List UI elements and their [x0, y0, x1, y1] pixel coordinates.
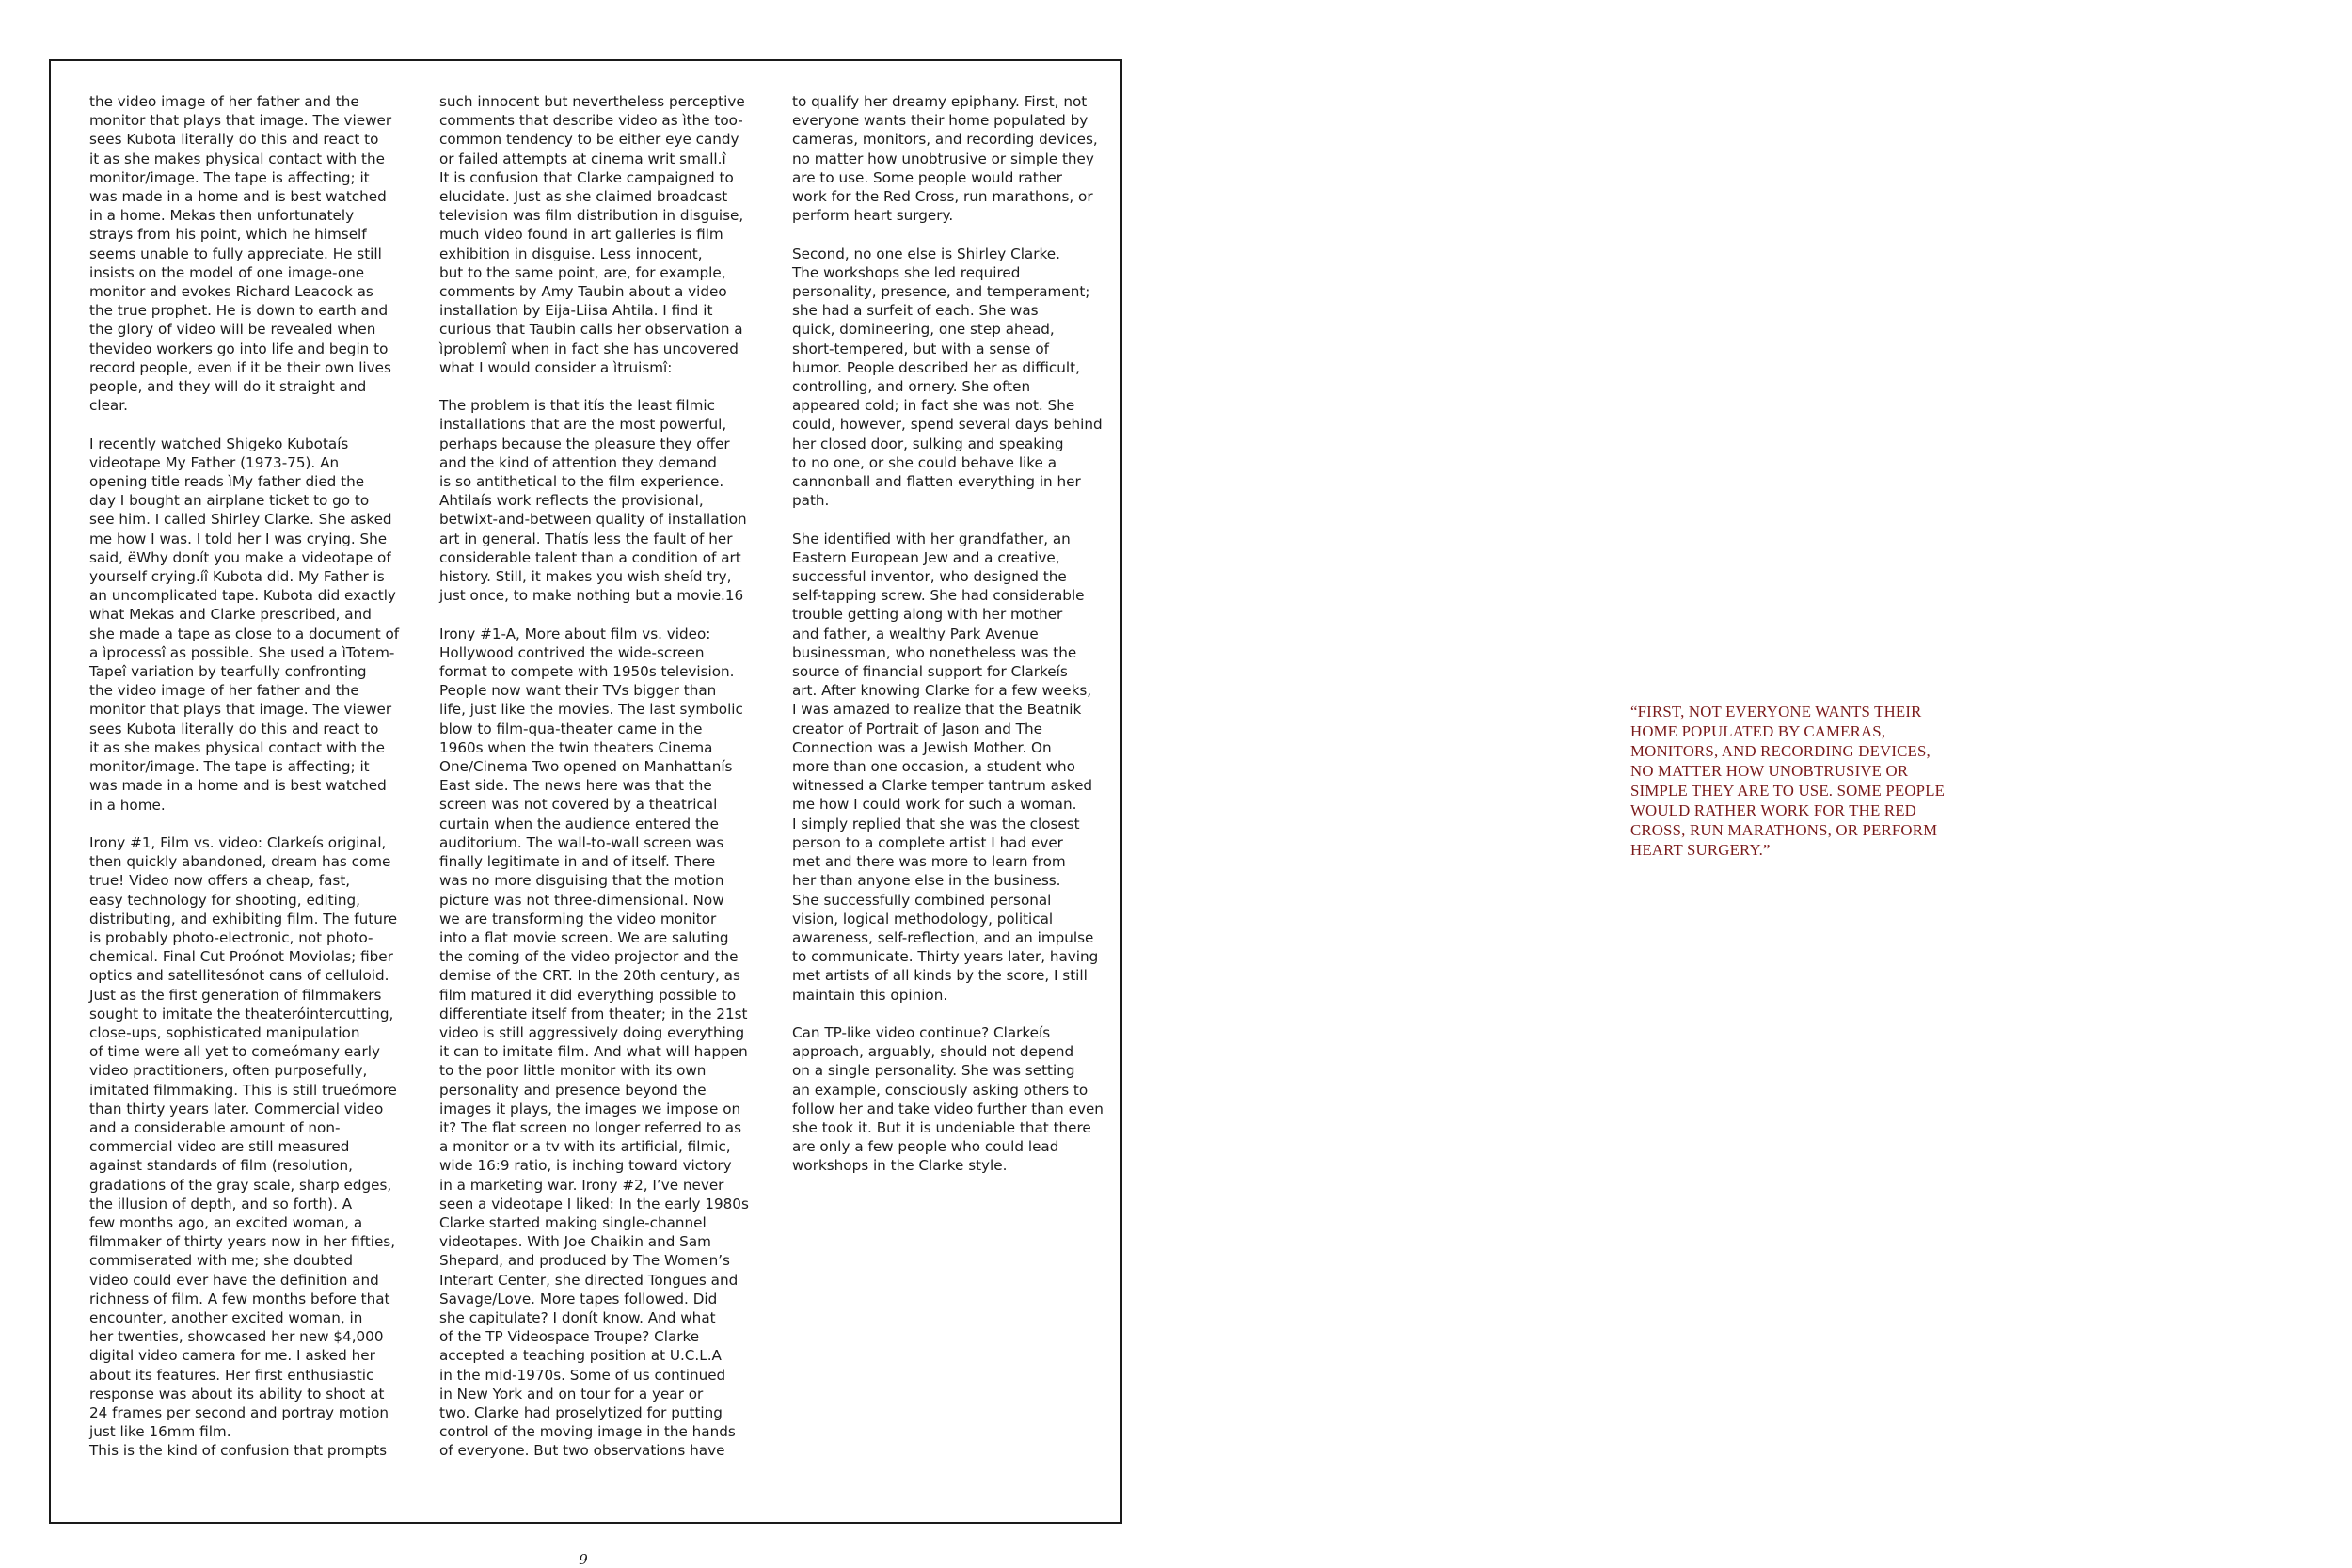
text-column-3 [792, 92, 1105, 1176]
pull-quote: “FIRST, NOT EVERYONE WANTS THEIR HOME POPULATED BY CAMERAS, MONITORS, AND RECORDING DEVICES, NO MATTER HOW UNOBTRUSIVE OR SIMPLE THEY ARE TO USE. SOME PEOPLE WOULD RATHER WORK FOR THE RED CROSS, RUN MARATHONS, OR PERFORM HEART SURGERY.” [1630, 703, 1946, 859]
paragraph: Irony #1-A, More about film vs. video: Hollywood contrived the wide-screen format to compete with 1950s television. People now want their TVs bigger than life, just like the movies. The last symbolic blow to film-qua-theater came in the 1960s when the twin theaters Cinema One/Cinema Two opened on Manhattanís East side. The news here was that the screen was not covered by a theatrical curtain when the audience entered the auditorium. The wall-to-wall screen was finally legitimate in and of itself. There was no more disguising that the motion picture was not three-dimensional. Now we are transforming the video monitor into a flat movie screen. We are saluting the coming of the video projector and the demise of the CRT. In the 20th century, as film matured it did everything possible to differentiate itself from theater; in the 21st video is still aggressively doing everything it can to imitate film. And what will happen to the poor little monitor with its own personality and presence beyond the images it plays, the images we impose on it? The flat screen no longer referred to as a monitor or a tv with its artificial, filmic, wide 16:9 ratio, is inching toward victory in a marketing war. Irony #2, I’ve never seen a videotape I liked: In the early 1980s Clarke started making single-channel videotapes. With Joe Chaikin and Sam Shepard, and produced by The Women’s Interart Center, she directed Tongues and Savage/Love. More tapes followed. Did she capitulate? I donít know. And what of the TP Videospace Troupe? Clarke accepted a teaching position at U.C.L.A in the mid-1970s. Some of us continued in New York and on tour for a year or two. Clarke had proselytized for putting control of the moving image in the hands of everyone. But two observations have [439, 625, 749, 1460]
text-column-2 [439, 92, 753, 1461]
paragraph: Second, no one else is Shirley Clarke. The workshops she led required personality, presence, and temperament; she had a surfeit of each. She was quick, domineering, one step ahead, short-tempered, but with a sense of humor. People described her as difficult, controlling, and ornery. She often appeared cold; in fact she was not. She could, however, spend several days behind her closed door, sulking and speaking to no one, or she could behave like a cannonball and flatten everything in her path. [792, 245, 1103, 510]
paragraph: to qualify her dreamy epiphany. First, not everyone wants their home populated by cameras, monitors, and recording devices, no matter how unobtrusive or simple they are to use. Some people would rather work for the Red Cross, run marathons, or perform heart surgery. [792, 93, 1098, 225]
paragraph: such innocent but nevertheless perceptive comments that describe video as ìthe too- common tendency to be either eye candy or failed attempts at cinema writ small.î It is confusion that Clarke campaigned to elucidate. Just as she claimed broadcast television was film distribution in disguise, much video found in art galleries is film exhibition in disguise. Less innocent, but to the same point, are, for example, comments by Amy Taubin about a video installation by Eija-Liisa Ahtila. I find it curious that Taubin calls her observation a ìproblemî when in fact she has uncovered what I would consider a ìtruismî: [439, 93, 745, 376]
paragraph: Can TP-like video continue? Clarkeís approach, arguably, should not depend on a single personality. She was setting an example, consciously asking others to follow her and take video further than even she took it. But it is undeniable that there are only a few people who could lead workshops in the Clarke style. [792, 1023, 1104, 1175]
text-column-1 [89, 92, 400, 1461]
paragraph: I recently watched Shigeko Kubotaís videotape My Father (1973-75). An opening title reads ìMy father died the day I bought an airplane ticket to go to see him. I called Shirley Clarke. She asked me how I was. I told her I was crying. She said, ëWhy donít you make a videotape of yourself crying.íî Kubota did. My Father is an uncomplicated tape. Kubota did exactly what Mekas and Clarke prescribed, and she made a tape as close to a document of a ìprocessî as possible. She used a ìTotem- Tapeî variation by tearfully confronting the video image of her father and the monitor that plays that image. The viewer sees Kubota literally do this and react to it as she makes physical contact with the monitor/image. The tape is affecting; it was made in a home and is best watched in a home. [89, 435, 400, 814]
paragraph: the video image of her father and the monitor that plays that image. The viewer sees Kubota literally do this and react to it as she makes physical contact with the monitor/image. The tape is affecting; it was made in a home and is best watched in a home. Mekas then unfortunately strays from his point, which he himself seems unable to fully appreciate. He still insists on the model of one image-one monitor and evokes Richard Leacock as the true prophet. He is down to earth and the glory of video will be revealed when thevideo workers go into life and begin to record people, even if it be their own lives people, and they will do it straight and clear. [89, 93, 392, 415]
paragraph: She identified with her grandfather, an Eastern European Jew and a creative, successful inventor, who designed the self-tapping screw. She had considerable trouble getting along with her mother and father, a wealthy Park Avenue businessman, who nonetheless was the source of financial support for Clarkeís art. After knowing Clarke for a few weeks, I was amazed to realize that the Beatnik creator of Portrait of Jason and The Connection was a Jewish Mother. On more than one occasion, a student who witnessed a Clarke temper tantrum asked me how I could work for such a woman. I simply replied that she was the closest person to a complete artist I had ever met and there was more to learn from her than anyone else in the business. She successfully combined personal vision, logical methodology, political awareness, self-reflection, and an impulse to communicate. Thirty years later, having met artists of all kinds by the score, I still maintain this opinion. [792, 530, 1099, 1004]
page-number: 9 [579, 1551, 588, 1568]
paragraph: The problem is that itís the least filmic installations that are the most powerful, perhaps because the pleasure they offer and the kind of attention they demand is so antithetical to the film experience. Ahtilaís work reflects the provisional, betwixt-and-between quality of installation art in general. Thatís less the fault of her considerable talent than a condition of art history. Still, it makes you wish sheíd try, just once, to make nothing but a movie.16 [439, 397, 747, 605]
paragraph: Irony #1, Film vs. video: Clarkeís original, then quickly abandoned, dream has come true! Video now offers a cheap, fast, easy technology for shooting, editing, distributing, and exhibiting film. The future is probably photo-electronic, not photo- chemical. Final Cut Proónot Moviolas; fiber optics and satellitesónot cans of celluloid. Just as the first generation of filmmakers sought to imitate the theateróintercutting, close-ups, sophisticated manipulation of time were all yet to comeómany early video practitioners, often purposefully, imitated filmmaking. This is still trueómore than thirty years later. Commercial video and a considerable amount of non- commercial video are still measured against standards of film (resolution, gradations of the gray scale, sharp edges, the illusion of depth, and so forth). A few months ago, an excited woman, a filmmaker of thirty years now in her fifties, commiserated with me; she doubted video could ever have the definition and richness of film. A few months before that encounter, another excited woman, in her twenties, showcased her new $4,000 digital video camera for me. I asked her about its features. Her first enthusiastic response was about its ability to shoot at 24 frames per second and portray motion just like 16mm film. [89, 833, 398, 1441]
paragraph: This is the kind of confusion that prompts [89, 1442, 388, 1460]
